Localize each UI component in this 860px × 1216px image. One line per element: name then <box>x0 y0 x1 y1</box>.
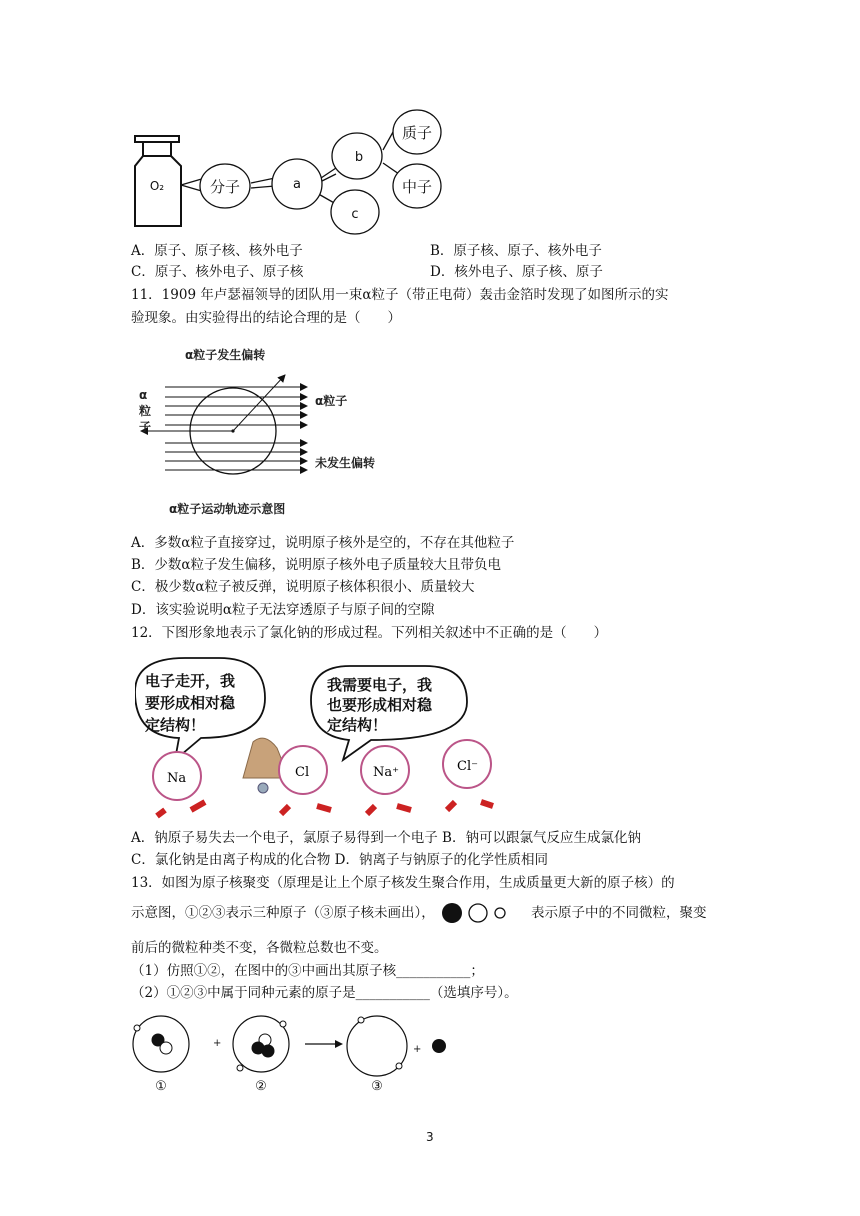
proton-label: 质子 <box>401 124 433 142</box>
fig-right-label2: 未发生偏转 <box>315 456 376 470</box>
q10-option-c: C．原子、核外电子、原子核 <box>131 264 304 280</box>
q13-line2b: 表示原子中的不同微粒，聚变 <box>531 905 707 921</box>
q11-option-c: C．极少数α粒子被反弹，说明原子核体积很小、质量较大 <box>131 579 475 595</box>
q12-option-line1: A．钠原子易失去一个电子，氯原子易得到一个电子 B．钠可以跟氯气反应生成氯化钠 <box>131 830 641 846</box>
atom-3 <box>347 1016 407 1076</box>
cl-ion-character <box>443 740 493 810</box>
molecule-label: 分子 <box>209 178 241 196</box>
c-label: c <box>351 207 359 222</box>
na-atom-character <box>153 752 205 816</box>
q10-option-d: D．核外电子、原子核、原子 <box>430 264 603 280</box>
electron-icon <box>258 783 268 793</box>
plus-1: + <box>213 1038 222 1049</box>
fig-side-label-3: 子 <box>139 420 152 434</box>
neutron-label: 中子 <box>401 178 433 196</box>
q12-option-line2: C．氯化钠是由离子构成的化合物 D．钠离子与钠原子的化学性质相同 <box>131 852 548 868</box>
q13-sub1: （1）仿照①②，在图中的③中画出其原子核___________； <box>131 963 484 979</box>
cl-label: Cl <box>295 765 310 780</box>
neutron-product <box>432 1039 446 1053</box>
nacl-formation-cartoon <box>135 652 500 820</box>
bubble-left-line1: 电子走开，我 <box>145 672 236 690</box>
bubble-right-line1: 我需要电子，我 <box>327 676 433 694</box>
na-ion-label: Na⁺ <box>373 765 399 780</box>
fig-right-label1: α粒子 <box>315 394 348 408</box>
q11-option-a: A．多数α粒子直接穿过，说明原子核外是空的，不存在其他粒子 <box>131 535 515 551</box>
q11-option-d: D．该实验说明α粒子无法穿透原子与原子间的空隙 <box>131 602 435 618</box>
q13-sub2: （2）①②③中属于同种元素的原子是___________（选填序号）。 <box>131 985 518 1001</box>
fig-top-label: α粒子发生偏转 <box>185 348 266 362</box>
bubble-right-line3: 定结构！ <box>327 716 388 734</box>
q11-option-b: B．少数α粒子发生偏移，说明原子核外电子质量较大且带负电 <box>131 557 502 573</box>
b-label: b <box>354 150 364 165</box>
atom-label-1: ① <box>155 1079 167 1094</box>
fig-side-label-1: α <box>139 388 148 402</box>
atom-2 <box>233 1016 289 1072</box>
bubble-right-line2: 也要形成相对稳 <box>327 696 433 714</box>
q12-stem: 12．下图形象地表示了氯化钠的形成过程。下列相关叙述中不正确的是（ ） <box>131 625 608 641</box>
bubble-left-line2: 要形成相对稳 <box>145 694 236 712</box>
atom-label-2: ② <box>255 1079 267 1094</box>
cl-atom-character <box>279 746 331 814</box>
q13-line2a: 示意图，①②③表示三种原子（③原子核未画出）， <box>131 905 435 921</box>
particle-legend-icons <box>440 900 532 926</box>
atom-structure-diagram <box>125 108 455 238</box>
q11-stem-line2: 验现象。由实验得出的结论合理的是（ ） <box>131 310 401 326</box>
na-ion-character <box>361 746 411 814</box>
fig-caption: α粒子运动轨迹示意图 <box>169 502 286 516</box>
alpha-scattering-diagram <box>135 345 405 525</box>
page-number: 3 <box>426 1130 434 1144</box>
na-label: Na <box>167 771 187 786</box>
q13-line3: 前后的微粒种类不变，各微粒总数也不变。 <box>131 940 388 956</box>
atom-label-3: ③ <box>371 1079 383 1094</box>
bubble-left-line3: 定结构！ <box>145 716 206 734</box>
q10-option-b: B．原子核、原子、核外电子 <box>430 243 602 259</box>
bottle-label: O₂ <box>149 179 165 193</box>
atom-1 <box>133 1016 189 1072</box>
a-label: a <box>293 177 301 192</box>
cl-ion-label: Cl⁻ <box>457 759 478 774</box>
q10-option-a: A．原子、原子核、核外电子 <box>131 243 303 259</box>
nuclear-fusion-diagram <box>125 1008 465 1094</box>
q11-stem-line1: 11．1909 年卢瑟福领导的团队用一束α粒子（带正电荷）轰击金箔时发现了如图所示的实 <box>131 287 669 303</box>
plus-2: + <box>413 1044 422 1055</box>
fig-side-label-2: 粒 <box>139 404 152 418</box>
q13-line1: 13．如图为原子核聚变（原理是让上个原子核发生聚合作用，生成质量更大新的原子核）的 <box>131 875 675 891</box>
